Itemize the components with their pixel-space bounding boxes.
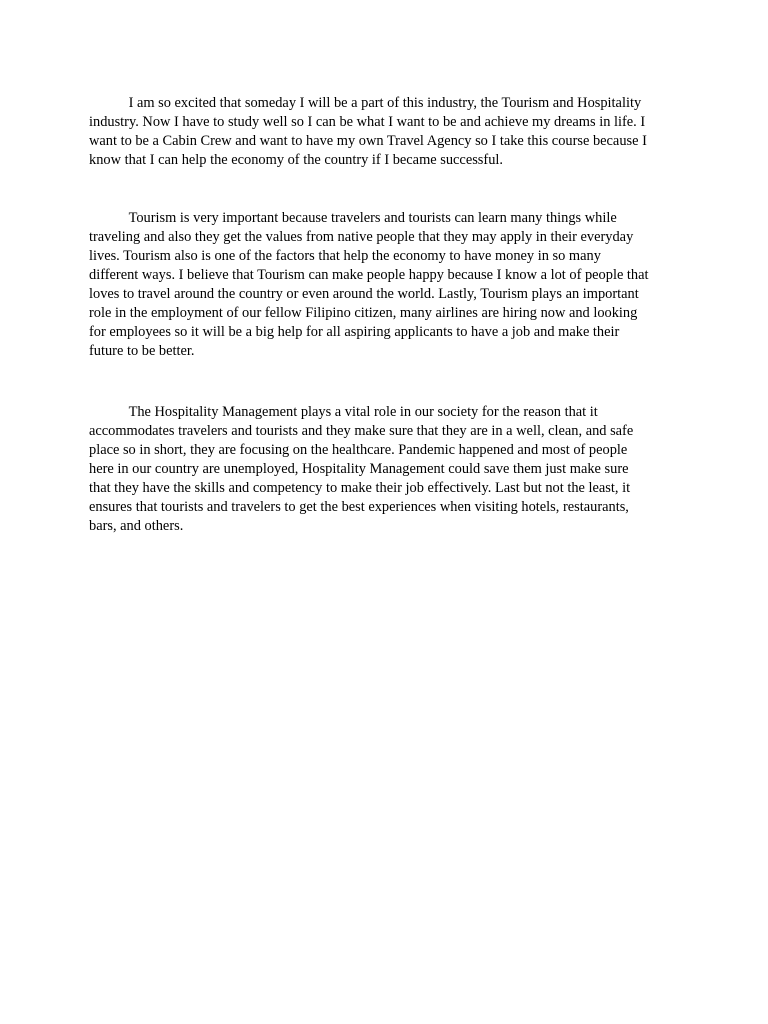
text-line: role in the employment of our fellow Filipino citizen, many airlines are hiring now and looking [89,305,638,321]
text-line: I am so excited that someday I will be a part of this industry, the Tourism and Hospitality [89,95,642,111]
text-line: Tourism is very important because travelers and tourists can learn many things while [89,210,617,226]
paragraph-hospitality-management [89,403,633,536]
paragraph-tourism [89,209,649,361]
text-line: for employees so it will be a big help for all aspiring applicants to have a job and make their [89,324,620,340]
text-line: know that I can help the economy of the country if I became successful. [89,152,503,168]
text-line: The Hospitality Management plays a vital role in our society for the reason that it [89,404,598,420]
text-line: want to be a Cabin Crew and want to have my own Travel Agency so I take this course because I [89,133,647,149]
text-line: industry. Now I have to study well so I can be what I want to be and achieve my dreams in life. I [89,114,646,130]
text-line: loves to travel around the country or even around the world. Lastly, Tourism plays an important [89,286,639,302]
text-line: traveling and also they get the values from native people that they may apply in their everyday [89,229,634,245]
text-line: bars, and others. [89,518,184,534]
text-line: ensures that tourists and travelers to get the best experiences when visiting hotels, restaurants, [89,499,629,515]
text-line: future to be better. [89,343,195,359]
paragraph-career-goals [89,94,647,170]
text-line: that they have the skills and competency to make their job effectively. Last but not the least, it [89,480,631,496]
text-line: place so in short, they are focusing on the healthcare. Pandemic happened and most of people [89,442,628,458]
text-line: accommodates travelers and tourists and they make sure that they are in a well, clean, and safe [89,423,634,439]
text-line: lives. Tourism also is one of the factors that help the economy to have money in so many [89,248,601,264]
text-line: here in our country are unemployed, Hospitality Management could save them just make sure [89,461,629,477]
text-line: different ways. I believe that Tourism can make people happy because I know a lot of people that [89,267,649,283]
